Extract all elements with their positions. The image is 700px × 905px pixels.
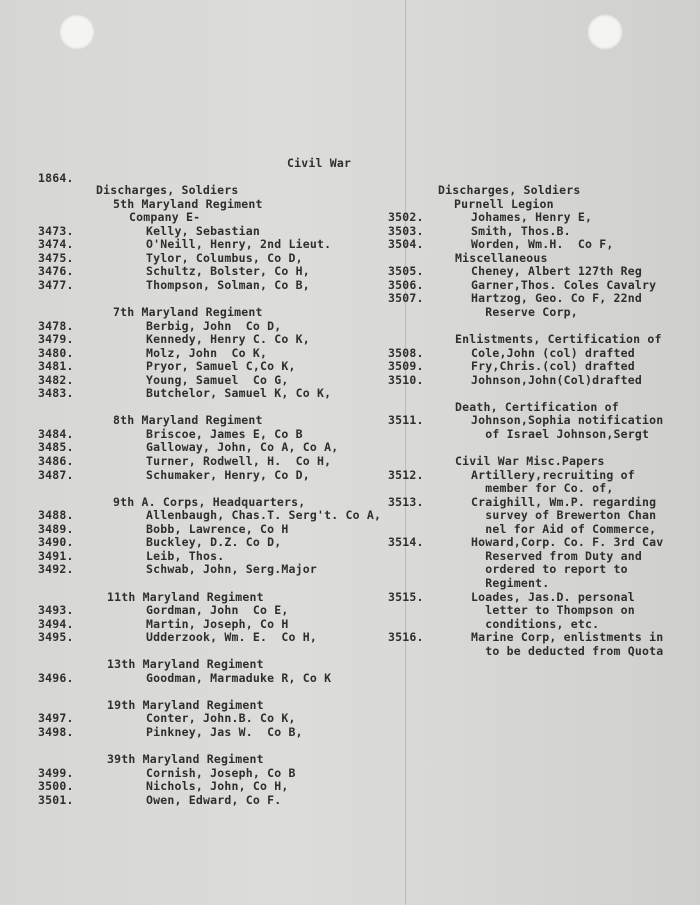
year-label: 1864.: [38, 171, 74, 185]
entry-number: 3488.: [38, 508, 74, 523]
page-fold-line: [405, 0, 406, 905]
entry-text: Briscoe, James E, Co B: [146, 426, 303, 441]
entry-text: Bobb, Lawrence, Co H: [146, 521, 289, 536]
section-heading: 39th Maryland Regiment: [107, 752, 264, 767]
entry-number: 3478.: [38, 318, 74, 333]
entry-number: 3515.: [388, 589, 424, 604]
section-heading: Civil War Misc.Papers: [455, 454, 605, 468]
entry-text: Buckley, D.Z. Co D,: [146, 535, 282, 550]
section-heading: 13th Maryland Regiment: [107, 657, 264, 672]
entry-text: Schumaker, Henry, Co D,: [146, 467, 310, 482]
entry-number: 3513.: [388, 494, 424, 509]
entry-text: nel for Aid of Commerce,: [471, 521, 657, 536]
entry-number: 3496.: [38, 670, 74, 685]
entry-number: 3486.: [38, 454, 74, 468]
entry-number: 3510.: [388, 372, 424, 387]
entry-text: Hartzog, Geo. Co F, 22nd: [471, 291, 642, 306]
entry-text: Young, Samuel Co G,: [146, 372, 289, 387]
section-heading: 8th Maryland Regiment: [113, 413, 263, 428]
section-heading: 5th Maryland Regiment: [113, 196, 263, 211]
entry-text: Molz, John Co K,: [146, 345, 268, 360]
entry-number: 3502.: [388, 210, 424, 225]
entry-number: 3493.: [38, 603, 74, 618]
entry-number: 3509.: [388, 359, 424, 374]
section-subheading: Company E-: [129, 210, 201, 225]
entry-number: 3506.: [388, 277, 424, 292]
entry-text: survey of Brewerton Chan: [471, 508, 657, 523]
entry-number: 3491.: [38, 548, 74, 563]
entry-text: Schultz, Bolster, Co H,: [146, 264, 310, 279]
entry-text: Fry,Chris.(col) drafted: [471, 359, 635, 374]
entry-text: Nichols, John, Co H,: [146, 779, 289, 794]
entry-text: Pinkney, Jas W. Co B,: [146, 725, 303, 739]
entry-text: member for Co. of,: [471, 481, 614, 496]
entry-number: 3497.: [38, 711, 74, 726]
entry-number: 3477.: [38, 277, 74, 292]
entry-number: 3503.: [388, 223, 424, 238]
entry-text: Cheney, Albert 127th Reg: [471, 264, 642, 279]
entry-text: Butchelor, Samuel K, Co K,: [146, 386, 332, 401]
entry-text: Worden, Wm.H. Co F,: [471, 237, 614, 252]
entry-text: Loades, Jas.D. personal: [471, 589, 635, 604]
punch-hole-right: [587, 14, 623, 50]
punch-hole-left: [59, 14, 95, 50]
entry-text: Berbig, John Co D,: [146, 318, 282, 333]
entry-text: Leib, Thos.: [146, 548, 225, 563]
entry-text: Goodman, Marmaduke R, Co K: [146, 670, 332, 685]
entry-number: 3500.: [38, 779, 74, 794]
entry-text: Smith, Thos.B.: [471, 223, 571, 238]
entry-text: Garner,Thos. Coles Cavalry: [471, 277, 657, 292]
entry-number: 3481.: [38, 359, 74, 374]
entry-text: Reserved from Duty and: [471, 548, 642, 563]
entry-text: Turner, Rodwell, H. Co H,: [146, 454, 332, 468]
entry-text: Galloway, John, Co A, Co A,: [146, 440, 339, 455]
section-heading: Miscellaneous: [455, 250, 548, 265]
entry-text: Udderzook, Wm. E. Co H,: [146, 630, 317, 645]
section-heading: 19th Maryland Regiment: [107, 697, 264, 712]
entry-number: 3511.: [388, 413, 424, 428]
entry-number: 3483.: [38, 386, 74, 401]
entry-number: 3514.: [388, 535, 424, 550]
entry-text: Craighill, Wm.P. regarding: [471, 494, 657, 509]
entry-number: 3489.: [38, 521, 74, 536]
entry-number: 3501.: [38, 792, 74, 807]
section-heading: 9th A. Corps, Headquarters,: [113, 494, 306, 509]
entry-text: Tylor, Columbus, Co D,: [146, 250, 303, 265]
entry-text: Schwab, John, Serg.Major: [146, 562, 317, 577]
entry-number: 3474.: [38, 237, 74, 252]
entry-number: 3494.: [38, 616, 74, 631]
entry-text: Thompson, Solman, Co B,: [146, 277, 310, 292]
entry-number: 3504.: [388, 237, 424, 252]
section-heading: Enlistments, Certification of: [455, 332, 662, 347]
entry-number: 3475.: [38, 250, 74, 265]
section-heading: Death, Certification of: [455, 399, 619, 414]
entry-number: 3490.: [38, 535, 74, 550]
section-heading: Purnell Legion: [454, 196, 554, 211]
entry-text: to be deducted from Quota: [471, 643, 664, 658]
entry-text: conditions, etc.: [471, 616, 600, 631]
entry-text: Owen, Edward, Co F.: [146, 792, 282, 807]
entry-text: Kelly, Sebastian: [146, 223, 260, 238]
entry-text: Regiment.: [471, 575, 550, 590]
entry-number: 3473.: [38, 223, 74, 238]
entry-text: Reserve Corp,: [471, 304, 578, 319]
entry-text: Cole,John (col) drafted: [471, 345, 635, 360]
entry-text: Pryor, Samuel C,Co K,: [146, 359, 296, 374]
entry-number: 3508.: [388, 345, 424, 360]
entry-text: Allenbaugh, Chas.T. Serg't. Co A,: [146, 508, 382, 523]
entry-number: 3498.: [38, 725, 74, 739]
entry-text: Artillery,recruiting of: [471, 467, 635, 482]
entry-number: 3487.: [38, 467, 74, 482]
entry-text: Marine Corp, enlistments in: [471, 630, 664, 645]
entry-text: Conter, John.B. Co K,: [146, 711, 296, 726]
entry-text: letter to Thompson on: [471, 603, 635, 618]
entry-text: Johnson,Sophia notification: [471, 413, 664, 428]
entry-number: 3482.: [38, 372, 74, 387]
entry-text: Kennedy, Henry C. Co K,: [146, 332, 310, 347]
entry-text: Johames, Henry E,: [471, 210, 593, 225]
document-title: Civil War: [287, 156, 352, 170]
entry-number: 3492.: [38, 562, 74, 577]
entry-number: 3485.: [38, 440, 74, 455]
entry-text: Howard,Corp. Co. F. 3rd Cav: [471, 535, 664, 550]
section-heading: 7th Maryland Regiment: [113, 304, 263, 319]
entry-number: 3512.: [388, 467, 424, 482]
entry-number: 3495.: [38, 630, 74, 645]
entry-text: Gordman, John Co E,: [146, 603, 289, 618]
entry-text: Johnson,John(Col)drafted: [471, 372, 642, 387]
entry-number: 3480.: [38, 345, 74, 360]
left-column-heading: Discharges, Soldiers: [96, 183, 239, 197]
entry-text: ordered to report to: [471, 562, 628, 577]
entry-number: 3499.: [38, 765, 74, 780]
entry-number: 3484.: [38, 426, 74, 441]
entry-number: 3476.: [38, 264, 74, 279]
entry-text: of Israel Johnson,Sergt: [471, 426, 650, 441]
entry-text: Cornish, Joseph, Co B: [146, 765, 296, 780]
entry-text: O'Neill, Henry, 2nd Lieut.: [146, 237, 332, 252]
right-column-heading: Discharges, Soldiers: [438, 183, 581, 197]
entry-text: Martin, Joseph, Co H: [146, 616, 289, 631]
entry-number: 3479.: [38, 332, 74, 347]
entry-number: 3507.: [388, 291, 424, 306]
entry-number: 3505.: [388, 264, 424, 279]
section-heading: 11th Maryland Regiment: [107, 589, 264, 604]
entry-number: 3516.: [388, 630, 424, 645]
